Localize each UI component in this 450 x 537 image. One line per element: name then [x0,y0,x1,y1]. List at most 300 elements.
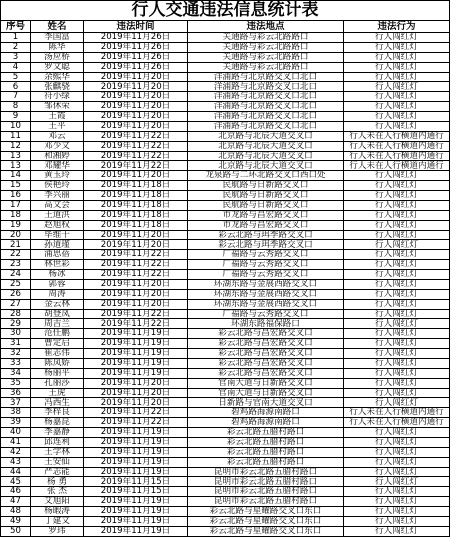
cell-time: 2019年11月15日 [84,477,188,487]
cell-time: 2019年11月20日 [84,379,188,389]
cell-seq: 40 [1,428,31,438]
table-row [1,201,450,211]
cell-location: 官南大道与日新路交叉口 [188,379,344,389]
cell-name: 王学林 [31,448,84,458]
cell-seq: 19 [1,221,31,231]
cell-time: 2019年11月15日 [84,487,188,497]
cell-seq: 42 [1,448,31,458]
cell-seq: 36 [1,389,31,399]
cell-name: 杨冰 [31,270,84,280]
table-row [1,408,450,418]
cell-behavior: 行人闯红灯 [344,300,450,310]
cell-behavior: 行人闯红灯 [344,73,450,83]
table-row [1,161,450,171]
cell-name: 邓云 [31,132,84,142]
table-row [1,428,450,438]
cell-time: 2019年11月19日 [84,329,188,339]
cell-name: 胡登凤 [31,310,84,320]
cell-name: 周涛 [31,290,84,300]
cell-seq: 47 [1,497,31,507]
cell-behavior: 行人闯红灯 [344,221,450,231]
cell-seq: 14 [1,171,31,181]
cell-behavior: 行人闯红灯 [344,260,450,270]
table-row [1,122,450,132]
cell-location: 昆明市彩云北路五腊村路口 [188,477,344,487]
cell-location: 洋浦路与北京路交叉口北口 [188,102,344,112]
table-row [1,448,450,458]
cell-behavior: 行人闯红灯 [344,369,450,379]
cell-name: 汤应桥 [31,53,84,63]
cell-seq: 13 [1,161,31,171]
cell-seq: 5 [1,73,31,83]
cell-behavior: 行人闯红灯 [344,250,450,260]
cell-location: 彩云北路与昌宏路交叉口 [188,359,344,369]
table-row [1,339,450,349]
cell-seq: 17 [1,201,31,211]
cell-seq: 4 [1,63,31,73]
cell-name: 赵旭权 [31,221,84,231]
cell-name: 冯西生 [31,398,84,408]
cell-location: 彩云北路与珥季路交叉口 [188,240,344,250]
cell-time: 2019年11月19日 [84,468,188,478]
cell-name: 李嘉静 [31,428,84,438]
cell-location: 广福路与云秀路交叉口 [188,310,344,320]
cell-time: 2019年11月19日 [84,527,188,537]
cell-behavior: 行人闯红灯 [344,359,450,369]
cell-time: 2019年11月22日 [84,319,188,329]
cell-behavior: 行人未在人行横道内通行 [344,408,450,418]
table-row [1,102,450,112]
cell-behavior: 行人闯红灯 [344,458,450,468]
cell-location: 彩云北路五腊村路口 [188,448,344,458]
cell-behavior: 行人未在人行横道内通行 [344,152,450,162]
cell-behavior: 行人闯红灯 [344,319,450,329]
cell-time: 2019年11月20日 [84,112,188,122]
cell-name: 王霞 [31,112,84,122]
cell-location: 彩云北路与星耀路交叉口东口 [188,527,344,537]
cell-seq: 28 [1,310,31,320]
cell-time: 2019年11月20日 [84,290,188,300]
header-location: 违法地点 [188,21,344,33]
cell-time: 2019年11月19日 [84,428,188,438]
cell-time: 2019年11月20日 [84,122,188,132]
table-row [1,142,450,152]
cell-seq: 49 [1,517,31,527]
table-row [1,221,450,231]
cell-name: 王道洪 [31,211,84,221]
table-row [1,477,450,487]
table-row [1,310,450,320]
cell-seq: 31 [1,339,31,349]
cell-seq: 50 [1,527,31,537]
cell-seq: 7 [1,92,31,102]
cell-seq: 26 [1,290,31,300]
cell-seq: 38 [1,408,31,418]
cell-time: 2019年11月20日 [84,300,188,310]
cell-name: 邱连利 [31,438,84,448]
cell-location: 广福路与云秀路交叉口 [188,260,344,270]
table-row [1,33,450,43]
cell-location: 官南大道与日新路交叉口 [188,389,344,399]
cell-name: 范任鹏 [31,329,84,339]
table-row [1,92,450,102]
cell-location: 彩云北路与星耀路交叉口东口 [188,517,344,527]
cell-time: 2019年11月19日 [84,448,188,458]
cell-time: 2019年11月18日 [84,191,188,201]
cell-behavior: 行人闯红灯 [344,33,450,43]
table-row [1,359,450,369]
cell-name: 杨丽平 [31,369,84,379]
cell-behavior: 行人闯红灯 [344,527,450,537]
cell-name: 邓少文 [31,142,84,152]
cell-seq: 11 [1,132,31,142]
table-row [1,63,450,73]
table-row [1,280,450,290]
cell-location: 环湖东路福保路口 [188,319,344,329]
cell-behavior: 行人闯红灯 [344,82,450,92]
cell-behavior: 行人闯红灯 [344,201,450,211]
cell-time: 2019年11月26日 [84,53,188,63]
cell-location: 洋浦路与北京路交叉口北口 [188,122,344,132]
cell-time: 2019年11月22日 [84,142,188,152]
cell-behavior: 行人闯红灯 [344,477,450,487]
cell-behavior: 行人闯红灯 [344,507,450,517]
cell-seq: 10 [1,122,31,132]
cell-name: 罗文聪 [31,63,84,73]
cell-name: 杨 勇 [31,477,84,487]
cell-name: 艾旭阳 [31,497,84,507]
cell-time: 2019年11月20日 [84,82,188,92]
table-row [1,527,450,537]
cell-time: 2019年11月19日 [84,438,188,448]
cell-location: 洋浦路与北京路交叉口北口 [188,73,344,83]
cell-behavior: 行人闯红灯 [344,171,450,181]
cell-behavior: 行人闯红灯 [344,53,450,63]
cell-location: 昆明市彩云北路五腊村路口 [188,468,344,478]
cell-location: 昆明市彩云北路五腊村路口 [188,497,344,507]
cell-name: 和湘婷 [31,152,84,162]
header-row [1,21,450,33]
table-row [1,290,450,300]
cell-name: 李兴丽 [31,191,84,201]
cell-name: 邓耀华 [31,161,84,171]
cell-behavior: 行人未在人行横道内通行 [344,132,450,142]
cell-location: 彩云北路五腊村路口 [188,438,344,448]
header-behavior: 违法行为 [344,21,450,33]
cell-time: 2019年11月20日 [84,240,188,250]
cell-location: 市龙路与昌宏路交叉口 [188,221,344,231]
cell-behavior: 行人闯红灯 [344,389,450,399]
cell-seq: 32 [1,349,31,359]
cell-name: 李梓良 [31,408,84,418]
cell-location: 广福路与云秀路交叉口 [188,250,344,260]
cell-seq: 29 [1,319,31,329]
cell-name: 丁建文 [31,517,84,527]
cell-behavior: 行人闯红灯 [344,290,450,300]
cell-name: 符小绿 [31,92,84,102]
cell-time: 2019年11月20日 [84,102,188,112]
table-row [1,181,450,191]
cell-seq: 48 [1,507,31,517]
cell-time: 2019年11月20日 [84,231,188,241]
cell-seq: 3 [1,53,31,63]
cell-location: 北京路与北辰大道交叉口 [188,152,344,162]
cell-time: 2019年11月19日 [84,359,188,369]
table-row [1,398,450,408]
cell-name: 高文会 [31,201,84,211]
cell-time: 2019年11月22日 [84,260,188,270]
table-row [1,418,450,428]
cell-seq: 15 [1,181,31,191]
cell-seq: 8 [1,102,31,112]
cell-name: 王安仙 [31,458,84,468]
cell-seq: 25 [1,280,31,290]
cell-behavior: 行人闯红灯 [344,438,450,448]
table-body [1,33,450,537]
cell-location: 彩云北路与珥季路交叉口 [188,231,344,241]
cell-time: 2019年11月19日 [84,517,188,527]
cell-name: 陈凤娇 [31,359,84,369]
cell-name: 张麒骁 [31,82,84,92]
cell-location: 环湖东路与金展西路交叉口 [188,290,344,300]
table-row [1,319,450,329]
cell-time: 2019年11月19日 [84,497,188,507]
cell-name: 林世彩 [31,260,84,270]
table-row [1,349,450,359]
cell-time: 2019年11月22日 [84,161,188,171]
table-row [1,270,450,280]
cell-name: 崔志伟 [31,349,84,359]
cell-seq: 30 [1,329,31,339]
cell-time: 2019年11月26日 [84,43,188,53]
cell-name: 严志能 [31,468,84,478]
cell-name: 王平 [31,122,84,132]
cell-name: 余熙华 [31,73,84,83]
cell-name: 侯艳玲 [31,181,84,191]
header-name: 姓名 [31,21,84,33]
cell-behavior: 行人闯红灯 [344,191,450,201]
cell-location: 碧鸡路海源南路口 [188,408,344,418]
table-row [1,458,450,468]
cell-location: 民航路与日新路交叉口 [188,181,344,191]
cell-location: 市龙路与昌宏路交叉口 [188,211,344,221]
cell-seq: 46 [1,487,31,497]
cell-seq: 34 [1,369,31,379]
cell-location: 彩云北路与昌宏路交叉口 [188,369,344,379]
table-row [1,43,450,53]
cell-time: 2019年11月19日 [84,339,188,349]
cell-seq: 21 [1,240,31,250]
cell-location: 龙泉路与二环北路交叉口西口处 [188,171,344,181]
header-time: 违法时间 [84,21,188,33]
cell-seq: 23 [1,260,31,270]
cell-seq: 39 [1,418,31,428]
cell-seq: 12 [1,142,31,152]
table-row [1,53,450,63]
cell-behavior: 行人闯红灯 [344,310,450,320]
cell-time: 2019年11月18日 [84,181,188,191]
cell-seq: 27 [1,300,31,310]
cell-name: 曹定启 [31,339,84,349]
cell-seq: 1 [1,33,31,43]
cell-seq: 33 [1,359,31,369]
cell-time: 2019年11月22日 [84,132,188,142]
cell-behavior: 行人闯红灯 [344,517,450,527]
cell-location: 彩云北路五腊村路口 [188,428,344,438]
table-row [1,487,450,497]
cell-seq: 6 [1,82,31,92]
cell-name: 金云林 [31,300,84,310]
cell-time: 2019年11月19日 [84,458,188,468]
cell-location: 碧鸡路海源南路口 [188,418,344,428]
cell-location: 彩云北路与昌宏路交叉口 [188,329,344,339]
table-row [1,300,450,310]
cell-behavior: 行人闯红灯 [344,102,450,112]
cell-location: 日新路与官南大道交叉口 [188,398,344,408]
cell-location: 洋浦路与北京路交叉口北口 [188,82,344,92]
cell-seq: 41 [1,438,31,448]
cell-behavior: 行人闯红灯 [344,280,450,290]
cell-behavior: 行人闯红灯 [344,398,450,408]
cell-time: 2019年11月22日 [84,408,188,418]
table-row [1,152,450,162]
cell-name: 李国富 [31,33,84,43]
cell-location: 彩云北路与昌宏路交叉口 [188,349,344,359]
cell-seq: 2 [1,43,31,53]
cell-behavior: 行人闯红灯 [344,379,450,389]
cell-seq: 16 [1,191,31,201]
cell-location: 关通路与彩云北路路口 [188,33,344,43]
cell-time: 2019年11月22日 [84,310,188,320]
cell-name: 张 杰 [31,487,84,497]
table-row [1,82,450,92]
cell-time: 2019年11月26日 [84,33,188,43]
cell-location: 北京路与北辰大道交叉口 [188,142,344,152]
cell-name: 浦思蓓 [31,250,84,260]
cell-location: 北京路与北辰大道交叉口 [188,132,344,142]
cell-behavior: 行人闯红灯 [344,122,450,132]
table-row [1,329,450,339]
table-row [1,369,450,379]
cell-seq: 13 [1,152,31,162]
cell-time: 2019年11月20日 [84,73,188,83]
table-row [1,132,450,142]
cell-location: 关通路与彩云北路路口 [188,53,344,63]
cell-behavior: 行人闯红灯 [344,339,450,349]
cell-time: 2019年11月20日 [84,389,188,399]
cell-seq: 44 [1,468,31,478]
table-row [1,250,450,260]
cell-time: 2019年11月19日 [84,507,188,517]
cell-name: 罗玮 [31,527,84,537]
cell-location: 洋浦路与北京路交叉口北口 [188,112,344,122]
cell-name: 孙道瑾 [31,240,84,250]
cell-seq: 9 [1,112,31,122]
cell-seq: 45 [1,477,31,487]
cell-location: 民航路与日新路交叉口 [188,191,344,201]
cell-behavior: 行人未在人行横道内通行 [344,142,450,152]
cell-location: 昆明市彩云北路五腊村路口 [188,487,344,497]
cell-location: 关通路与彩云北路路口 [188,63,344,73]
cell-behavior: 行人闯红灯 [344,448,450,458]
cell-behavior: 行人闯红灯 [344,487,450,497]
cell-name: 邹休荣 [31,102,84,112]
cell-time: 2019年11月20日 [84,398,188,408]
cell-name: 杨暇涛 [31,507,84,517]
table-row [1,211,450,221]
header-seq: 序号 [1,21,31,33]
table-row [1,112,450,122]
table-row [1,240,450,250]
table-row [1,438,450,448]
table-row [1,191,450,201]
cell-time: 2019年11月18日 [84,211,188,221]
cell-name: 杨嘉昆 [31,418,84,428]
cell-behavior: 行人闯红灯 [344,240,450,250]
cell-location: 环湖东路与金展西路交叉口 [188,300,344,310]
cell-time: 2019年11月22日 [84,250,188,260]
cell-behavior: 行人闯红灯 [344,112,450,122]
cell-behavior: 行人闯红灯 [344,43,450,53]
cell-time: 2019年11月18日 [84,221,188,231]
cell-time: 2019年11月19日 [84,369,188,379]
cell-behavior: 行人闯红灯 [344,92,450,102]
cell-time: 2019年11月19日 [84,349,188,359]
cell-location: 民航路与日新路交叉口 [188,201,344,211]
cell-name: 王虎 [31,389,84,399]
cell-location: 广福路与云秀路交叉口 [188,270,344,280]
cell-behavior: 行人闯红灯 [344,428,450,438]
cell-time: 2019年11月20日 [84,280,188,290]
cell-seq: 18 [1,211,31,221]
table-row [1,260,450,270]
cell-location: 环湖东路与金展西路交叉口 [188,280,344,290]
cell-seq: 35 [1,379,31,389]
cell-time: 2019年11月26日 [84,63,188,73]
cell-name: 周吉兰 [31,319,84,329]
cell-behavior: 行人闯红灯 [344,181,450,191]
cell-seq: 24 [1,270,31,280]
cell-behavior: 行人闯红灯 [344,63,450,73]
cell-location: 北京路与北辰大道交叉口 [188,161,344,171]
cell-name: 孔丽莎 [31,379,84,389]
cell-seq: 37 [1,398,31,408]
cell-name: 陈华 [31,43,84,53]
cell-location: 彩云北路五腊村路口 [188,458,344,468]
table-row [1,517,450,527]
table-row [1,231,450,241]
table-row [1,468,450,478]
cell-time: 2019年11月22日 [84,418,188,428]
cell-behavior: 行人闯红灯 [344,270,450,280]
cell-location: 彩云北路与昌宏路交叉口 [188,339,344,349]
cell-behavior: 行人未在人行横道内通行 [344,418,450,428]
cell-name: 黄玉玲 [31,171,84,181]
cell-behavior: 行人闯红灯 [344,468,450,478]
table-title: 行人交通违法信息统计表 [1,1,450,21]
table-row [1,507,450,517]
table-row [1,497,450,507]
cell-location: 彩云北路与星耀路交叉口东口 [188,507,344,517]
cell-behavior: 行人闯红灯 [344,211,450,221]
cell-time: 2019年11月20日 [84,171,188,181]
cell-location: 关通路与彩云北路路口 [188,43,344,53]
cell-seq: 43 [1,458,31,468]
cell-time: 2019年11月20日 [84,92,188,102]
table-row [1,73,450,83]
cell-name: 郭蓉 [31,280,84,290]
cell-time: 2019年11月22日 [84,270,188,280]
